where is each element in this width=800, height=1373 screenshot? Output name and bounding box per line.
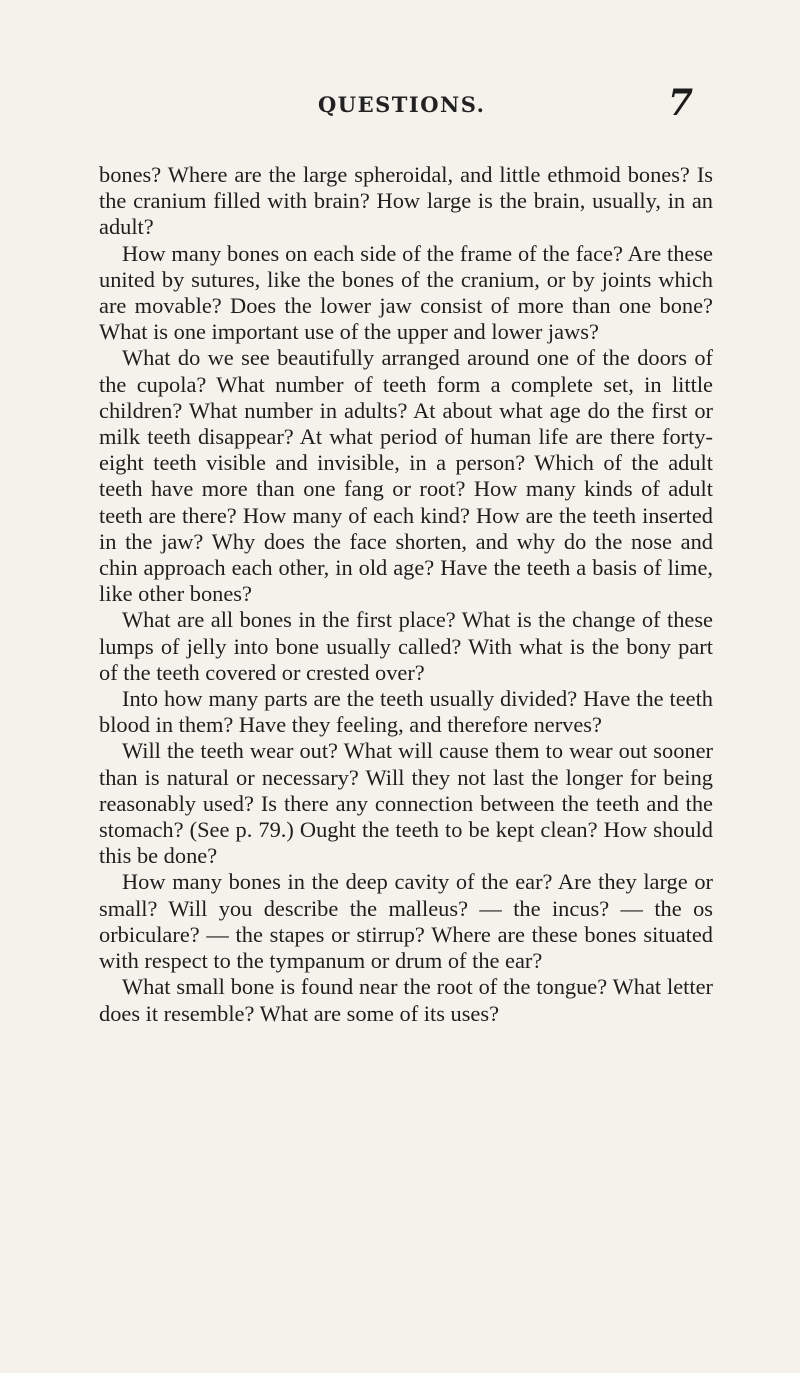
questions-body [99,162,713,1027]
paragraph: Will the teeth wear out? What will cause them to wear out sooner than is natural or necessary? Will they not last the longer for being reasonably used? Is there any connection between the teeth and the stomach? (See p. 79.) Ought the teeth to be kept clean? How should this be done? [99,738,713,869]
paragraph: How many bones in the deep cavity of the ear? Are they large or small? Will you describe the malleus? — the incus? — the os orbiculare? — the stapes or stirrup? Where are these bones situated with respect to the tympanum or drum of the ear? [99,869,713,974]
paragraph: What small bone is found near the root of the tongue? What letter does it resemble? What are some of its uses? [99,974,713,1026]
paragraph: How many bones on each side of the frame of the face? Are these united by sutures, like the bones of the cranium, or by joints which are movable? Does the lower jaw consist of more than one bone? What is one important use of the upper and lower jaws? [99,240,713,345]
paragraph: Into how many parts are the teeth usually divided? Have the teeth blood in them? Have they feeling, and therefore nerves? [99,686,713,738]
paragraph: bones? Where are the large spheroidal, and little ethmoid bones? Is the cranium filled with brain? How large is the brain, usually, in an adult? [99,162,713,240]
running-head [0,82,800,126]
paragraph: What do we see beautifully arranged around one of the doors of the cupola? What number of teeth form a complete set, in little children? What number in adults? At about what age do the first or milk teeth disappear? At what period of human life are there forty-eight teeth visible and invisible, in a person? Which of the adult teeth have more than one fang or root? How many kinds of adult teeth are there? How many of each kind? How are the teeth inserted in the jaw? Why does the face shorten, and why do the nose and chin approach each other, in old age? Have the teeth a basis of lime, like other bones? [99,345,713,607]
paragraph: What are all bones in the first place? What is the change of these lumps of jelly into bone usually called? With what is the bony part of the teeth covered or crested over? [99,607,713,685]
page-number: 7 [668,82,694,124]
running-head-title: QUESTIONS. [318,92,486,117]
